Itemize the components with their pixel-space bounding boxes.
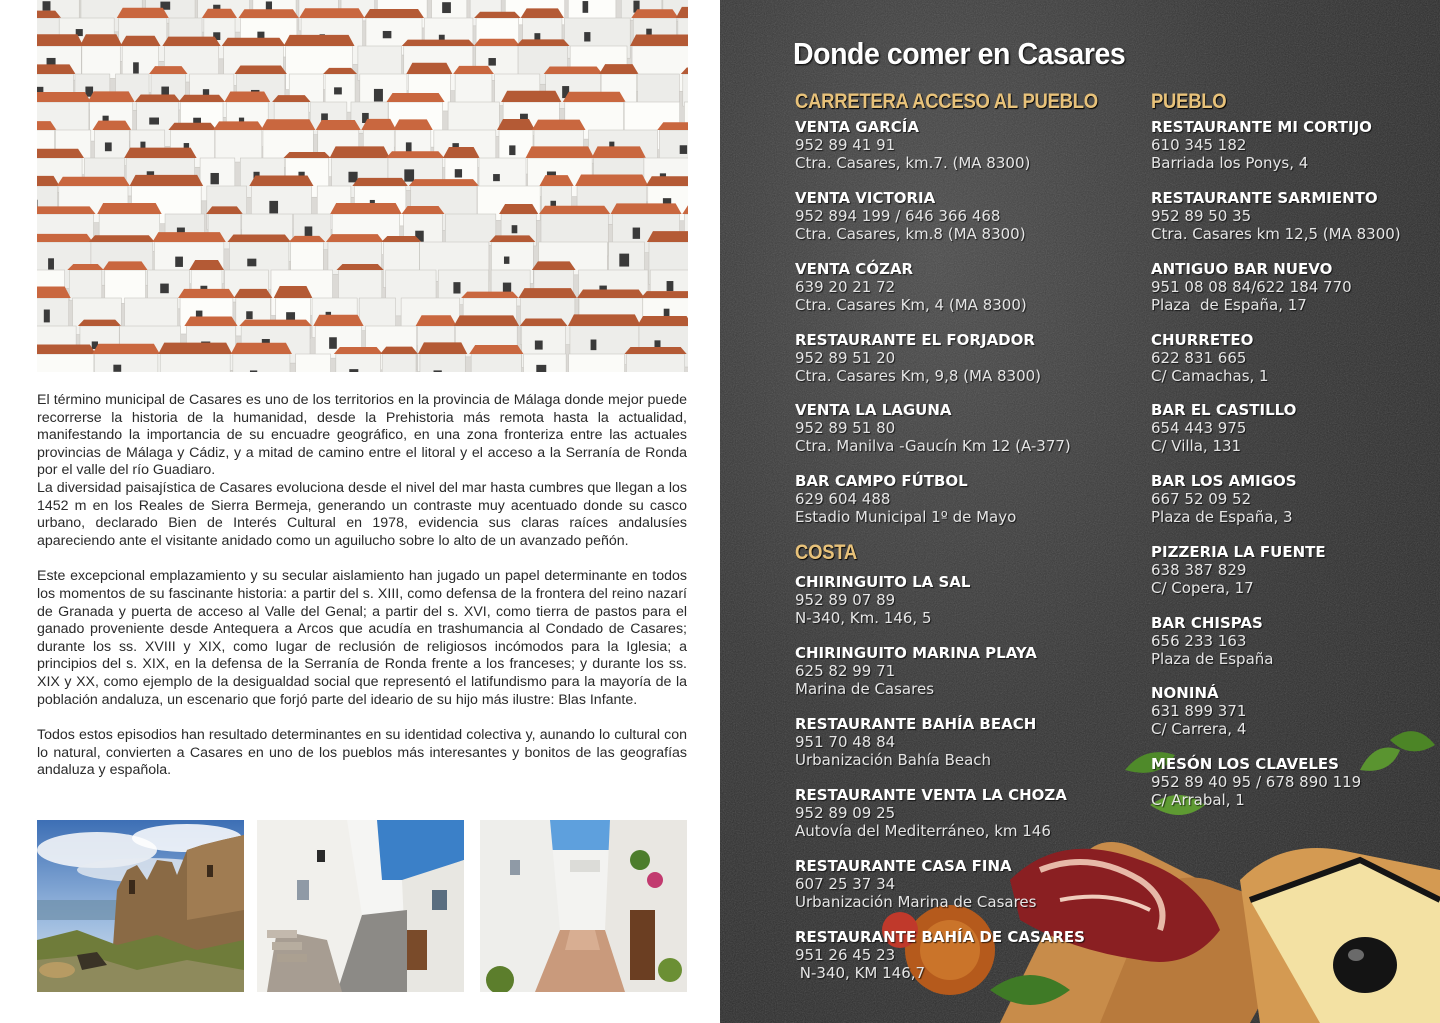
restaurant-address: Autovía del Mediterráneo, km 146 bbox=[795, 821, 1051, 840]
restaurant-phone: 639 20 21 72 bbox=[795, 277, 896, 296]
restaurant-phone: 951 70 48 84 bbox=[795, 732, 896, 751]
restaurant-phone: 625 82 99 71 bbox=[795, 661, 896, 680]
restaurant-name: RESTAURANTE EL FORJADOR bbox=[795, 331, 1035, 349]
restaurant-entry bbox=[795, 716, 1036, 769]
section-heading-costa: COSTA bbox=[795, 541, 857, 564]
restaurant-address: Estadio Municipal 1º de Mayo bbox=[795, 507, 1017, 526]
intro-paragraph: Todos estos episodios han resultado determinantes en su identidad colectiva y, aunando lo cultural con lo natural, convierten a Casares en uno de los pueblos más interesantes y bonitos de las geografías andaluza y española. bbox=[37, 727, 687, 779]
restaurant-name: BAR CAMPO FÚTBOL bbox=[795, 472, 968, 490]
restaurant-phone: 638 387 829 bbox=[1151, 560, 1247, 579]
restaurant-entry bbox=[1151, 119, 1372, 172]
restaurant-address: Ctra. Casares, km.7. (MA 8300) bbox=[795, 153, 1031, 172]
restaurant-address: Ctra. Casares Km, 4 (MA 8300) bbox=[795, 295, 1027, 314]
restaurant-address: Plaza de España, 3 bbox=[1151, 507, 1293, 526]
restaurant-phone: 952 89 40 95 / 678 890 119 bbox=[1151, 772, 1362, 791]
restaurant-address: Urbanización Bahía Beach bbox=[795, 750, 992, 769]
restaurant-phone: 952 89 50 35 bbox=[1151, 206, 1252, 225]
restaurant-name: VENTA LA LAGUNA bbox=[795, 401, 952, 419]
restaurant-entry bbox=[795, 402, 1071, 455]
restaurant-entry bbox=[795, 190, 1026, 243]
restaurant-address: Ctra. Manilva -Gaucín Km 12 (A-377) bbox=[795, 436, 1071, 455]
restaurant-entry bbox=[1151, 544, 1326, 597]
restaurant-entry bbox=[1151, 756, 1361, 809]
intro-text bbox=[37, 392, 687, 780]
restaurant-address: Urbanización Marina de Casares bbox=[795, 892, 1037, 911]
restaurant-phone: 952 89 51 80 bbox=[795, 418, 896, 437]
section-heading-carretera: CARRETERA ACCESO AL PUEBLO bbox=[795, 90, 1098, 113]
restaurant-entry bbox=[1151, 685, 1246, 738]
restaurant-address: C/ Camachas, 1 bbox=[1151, 366, 1269, 385]
restaurant-entry bbox=[795, 645, 1037, 698]
restaurant-phone: 951 08 08 84/622 184 770 bbox=[1151, 277, 1352, 296]
restaurant-phone: 952 89 09 25 bbox=[795, 803, 896, 822]
restaurant-phone: 654 443 975 bbox=[1151, 418, 1247, 437]
restaurant-phone: 656 233 163 bbox=[1151, 631, 1247, 650]
restaurant-address: Plaza de España bbox=[1151, 649, 1274, 668]
restaurant-phone: 667 52 09 52 bbox=[1151, 489, 1252, 508]
restaurant-name: PIZZERIA LA FUENTE bbox=[1151, 543, 1326, 561]
restaurant-phone: 607 25 37 34 bbox=[795, 874, 896, 893]
restaurant-entry bbox=[795, 473, 1016, 526]
restaurant-phone: 952 89 41 91 bbox=[795, 135, 896, 154]
restaurant-phone: 610 345 182 bbox=[1151, 135, 1247, 154]
restaurant-address: Plaza de España, 17 bbox=[1151, 295, 1307, 314]
restaurant-name: CHURRETEO bbox=[1151, 331, 1254, 349]
restaurant-name: RESTAURANTE SARMIENTO bbox=[1151, 189, 1378, 207]
restaurant-address: Ctra. Casares Km, 9,8 (MA 8300) bbox=[795, 366, 1042, 385]
right-page bbox=[720, 0, 1440, 1023]
restaurant-entry bbox=[795, 261, 1027, 314]
restaurant-entry bbox=[1151, 402, 1296, 455]
restaurant-name: RESTAURANTE VENTA LA CHOZA bbox=[795, 786, 1067, 804]
restaurant-entry bbox=[1151, 332, 1269, 385]
white-village-photo bbox=[37, 0, 688, 372]
restaurant-entry bbox=[795, 929, 1085, 982]
restaurant-address: Barriada los Ponys, 4 bbox=[1151, 153, 1309, 172]
restaurant-phone: 631 899 371 bbox=[1151, 701, 1247, 720]
restaurant-phone: 952 89 07 89 bbox=[795, 590, 896, 609]
restaurant-address: Ctra. Casares, km.8 (MA 8300) bbox=[795, 224, 1026, 243]
restaurant-address: N-340, Km. 146, 5 bbox=[795, 608, 932, 627]
restaurant-name: ANTIGUO BAR NUEVO bbox=[1151, 260, 1333, 278]
restaurant-address: C/ Copera, 17 bbox=[1151, 578, 1254, 597]
alley-stairs-photo bbox=[480, 820, 687, 992]
restaurant-name: VENTA CÓZAR bbox=[795, 260, 914, 278]
white-street-photo bbox=[257, 820, 464, 992]
intro-paragraph: Este excepcional emplazamiento y su secular aislamiento han jugado un papel determinante en todos los momentos de su fascinante historia: a partir del s. XIII, como defensa de la frontera del reino nazarí de Granada y puerta de acceso al Valle del Genal; a partir del s. XVI, como tierra de pastos para el ganado proveniente desde Antequera a Arcos que acudía en trashumancia al Condado de Casares; durante los ss. XVIII y XIX, como lugar de reclusión de religiosos incómodos para la Iglesia; a principios del s. XIX, en la defensa de la Serranía de Ronda frente a los franceses; y durante los ss. XIX y XX, como ejemplo de la desigualdad social que representó el latifundismo para la mayoría de la población andaluza, un escenario que forjó parte del ideario de su hijo más ilustre: Blas Infante. bbox=[37, 568, 687, 708]
restaurant-name: VENTA VICTORIA bbox=[795, 189, 936, 207]
castle-ruins-photo bbox=[37, 820, 244, 992]
restaurant-entry bbox=[1151, 615, 1273, 668]
section-heading-pueblo: PUEBLO bbox=[1151, 90, 1227, 113]
restaurant-entry bbox=[1151, 473, 1297, 526]
restaurant-address: C/ Arrabal, 1 bbox=[1151, 790, 1245, 809]
white-houses-illustration bbox=[37, 0, 688, 372]
restaurant-entry bbox=[795, 858, 1036, 911]
restaurant-name: MESÓN LOS CLAVELES bbox=[1151, 755, 1339, 773]
restaurant-entry bbox=[1151, 261, 1352, 314]
restaurant-address: Ctra. Casares km 12,5 (MA 8300) bbox=[1151, 224, 1401, 243]
restaurant-entry bbox=[795, 332, 1041, 385]
restaurant-address: N-340, KM 146,7 bbox=[795, 963, 926, 982]
restaurant-entry bbox=[795, 787, 1067, 840]
restaurant-phone: 952 894 199 / 646 366 468 bbox=[795, 206, 1001, 225]
restaurant-entry bbox=[1151, 190, 1401, 243]
restaurant-name: BAR LOS AMIGOS bbox=[1151, 472, 1297, 490]
restaurant-phone: 622 831 665 bbox=[1151, 348, 1247, 367]
restaurant-name: RESTAURANTE BAHÍA BEACH bbox=[795, 715, 1037, 733]
restaurant-name: CHIRINGUITO MARINA PLAYA bbox=[795, 644, 1037, 662]
restaurant-phone: 951 26 45 23 bbox=[795, 945, 896, 964]
restaurant-name: BAR EL CASTILLO bbox=[1151, 401, 1297, 419]
restaurant-name: CHIRINGUITO LA SAL bbox=[795, 573, 971, 591]
page-title: Donde comer en Casares bbox=[793, 36, 1126, 71]
restaurant-phone: 952 89 51 20 bbox=[795, 348, 896, 367]
restaurant-name: RESTAURANTE BAHÍA DE CASARES bbox=[795, 928, 1085, 946]
intro-paragraph: El término municipal de Casares es uno de los territorios en la provincia de Málaga donde mejor puede recorrerse la historia de la humanidad, desde la Prehistoria más remota hasta la actualidad, manifestando la importancia de su encuadre geográfico, en una zona fronteriza entre las actuales provincias de Málaga y Cádiz, y a mitad de camino entre el litoral y el acceso a la Serranía de Ronda por el valle del río Guadiaro. bbox=[37, 392, 687, 479]
restaurant-name: NONINÁ bbox=[1151, 684, 1219, 702]
restaurant-name: RESTAURANTE MI CORTIJO bbox=[1151, 118, 1372, 136]
restaurant-name: VENTA GARCÍA bbox=[795, 118, 919, 136]
restaurant-entry bbox=[795, 119, 1030, 172]
restaurant-entry bbox=[795, 574, 970, 627]
restaurant-address: Marina de Casares bbox=[795, 679, 935, 698]
restaurant-address: C/ Villa, 131 bbox=[1151, 436, 1242, 455]
restaurant-name: BAR CHISPAS bbox=[1151, 614, 1263, 632]
restaurant-name: RESTAURANTE CASA FINA bbox=[795, 857, 1012, 875]
restaurant-phone: 629 604 488 bbox=[795, 489, 891, 508]
restaurant-address: C/ Carrera, 4 bbox=[1151, 719, 1247, 738]
intro-paragraph: La diversidad paisajística de Casares evoluciona desde el nivel del mar hasta cumbres que llegan a los 1452 m en los Reales de Sierra Bermeja, generando un contraste muy acentuado donde su casco urbano, declarado Bien de Interés Cultural en 1978, evidencia sus claras raíces andalusíes apareciendo ante el visitante anidado como un aguilucho sobre lo alto de un avanzado peñón. bbox=[37, 479, 687, 549]
